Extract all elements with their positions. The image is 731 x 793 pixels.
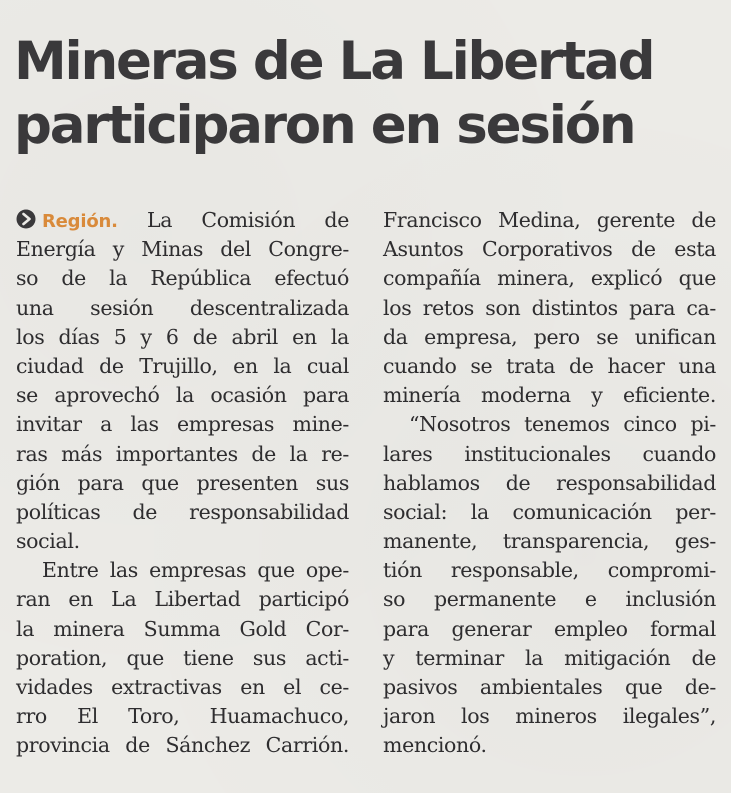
article-line: [16, 206, 349, 235]
article-line: tión responsable, compromi-: [383, 558, 716, 583]
article-line: cuando se trata de hacer una: [383, 353, 716, 378]
article-line: lares institucionales cuando: [383, 441, 716, 466]
article-line: jaron los mineros ilegales”,: [383, 704, 716, 729]
article-line: invitar a las empresas mine-: [16, 412, 349, 437]
article-line: para generar empleo formal: [383, 616, 716, 641]
article-line: y terminar la mitigación de: [383, 645, 716, 670]
article-line: provincia de Sánchez Carrión.: [16, 733, 349, 758]
article-line: compañía minera, explicó que: [383, 266, 716, 291]
arrow-right-icon: [16, 209, 36, 229]
article-line: se aprovechó la ocasión para: [16, 383, 349, 408]
article-line: gión para que presenten sus: [16, 470, 349, 495]
article-line: ran en La Libertad participó: [16, 587, 349, 612]
section-kicker: Región.: [42, 211, 118, 232]
headline-line-1: Mineras de La Libertad: [14, 31, 654, 92]
article-line: Energía y Minas del Congre-: [16, 237, 349, 262]
article-line: Entre las empresas que ope-: [42, 558, 349, 583]
article-line: ciudad de Trujillo, en la cual: [16, 353, 349, 378]
article-line: hablamos de responsabilidad: [383, 470, 716, 495]
article-line: da empresa, pero se unifican: [383, 324, 716, 349]
article-line: una sesión descentralizada: [16, 295, 349, 320]
article-line: minería moderna y eficiente.: [383, 383, 716, 408]
article-line: Francisco Medina, gerente de: [383, 208, 716, 232]
article-line: “Nosotros tenemos cinco pi-: [409, 412, 716, 437]
article-line: poration, que tiene sus acti-: [16, 645, 349, 670]
article-line: ras más importantes de la re-: [16, 441, 349, 466]
article-line: Asuntos Corporativos de esta: [383, 237, 716, 262]
article-line-text: La Comisión de: [146, 208, 349, 232]
article-line: mencionó.: [383, 733, 487, 758]
article-line: pasivos ambientales que de-: [383, 675, 716, 699]
article-line: so permanente e inclusión: [383, 587, 716, 612]
article-line: manente, transparencia, ges-: [383, 529, 716, 554]
article-line: la minera Summa Gold Cor-: [16, 616, 349, 641]
article-line: social: la comunicación per-: [383, 499, 716, 524]
article-line: rro El Toro, Huamachuco,: [16, 704, 349, 729]
article-line: vidades extractivas en el ce-: [16, 675, 349, 699]
article-line: los retos son distintos para ca-: [383, 295, 716, 320]
headline-line-2: participaron en sesión: [14, 95, 635, 156]
article-line: so de la República efectuó: [16, 266, 349, 291]
article-line: social.: [16, 529, 80, 554]
headline: [14, 30, 719, 158]
article-column-left: [16, 206, 349, 761]
article-line: los días 5 y 6 de abril en la: [16, 324, 349, 349]
article-column-right: [383, 206, 716, 761]
article-line: políticas de responsabilidad: [16, 499, 349, 524]
